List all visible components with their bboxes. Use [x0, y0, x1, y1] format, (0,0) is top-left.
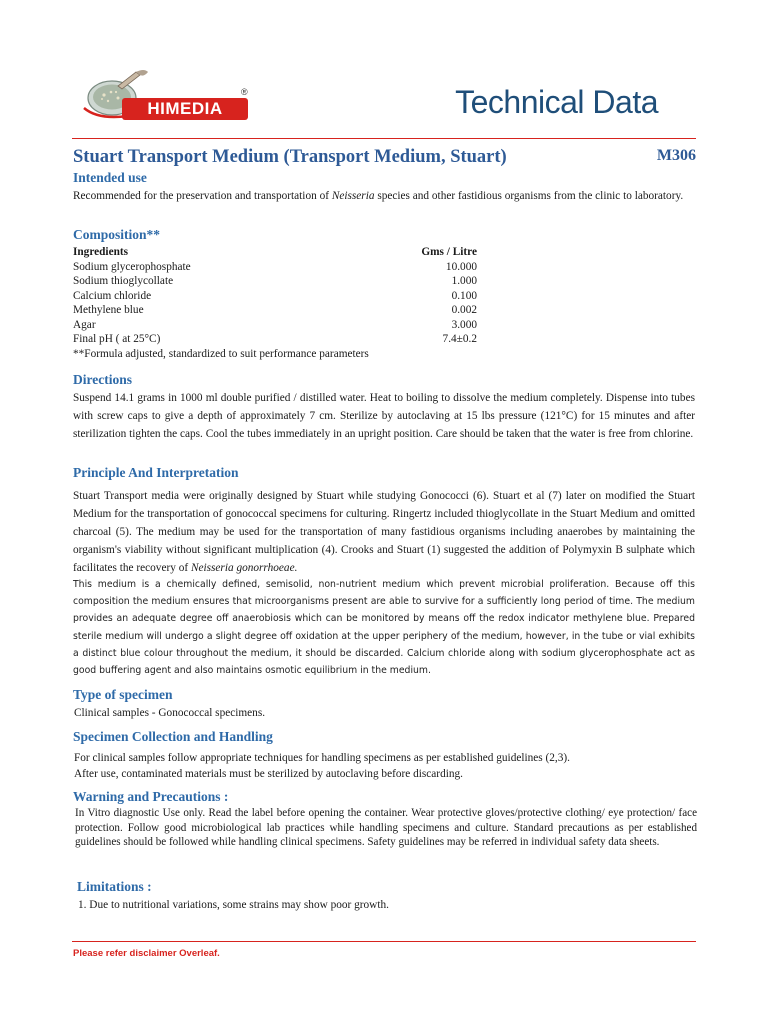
specimen-type-text: Clinical samples - Gonococcal specimens. [74, 707, 266, 719]
composition-note: **Formula adjusted, standardized to suit performance parameters [73, 347, 369, 360]
directions-heading: Directions [73, 372, 132, 387]
intended-use-text: Recommended for the preservation and transportation of Neisseria species and other fastidious organisms from the clinic to laboratory. [73, 190, 684, 202]
disclaimer-note: Please refer disclaimer Overleaf. [73, 948, 220, 959]
intended-use-heading: Intended use [73, 170, 147, 185]
brand-wordmark: HIMEDIA [122, 98, 248, 120]
organism-name: Neisseria gonorrhoeae. [190, 562, 298, 574]
specimen-collection-line-1: For clinical samples follow appropriate techniques for handling specimens as per established guidelines (2,3). [74, 752, 570, 764]
table-row: Final pH ( at 25°C) 7.4±0.2 [73, 333, 477, 345]
directions-text: Suspend 14.1 grams in 1000 ml double purified / distilled water. Heat to boiling to dissolve the medium completely. Dispense into tubes with screw caps to give a depth of approximately 7 cm. Sterilize by autoclaving at 15 lbs pressure (121°C) for 15 minutes and after sterilization tighten the caps. Cool the tubes immediately in an upright position. Care should be taken that the water is free from chlorine. [73, 392, 695, 440]
table-row: Agar 3.000 [73, 318, 477, 331]
principle-paragraph-1: Stuart Transport media were originally designed by Stuart while studying Gonococci (6). Stuart et al (7) later on modified the Stuart Medium for the transportation of gonococcal specimens for culturing. Ringertz included thioglycollate in the Stuart Medium and omitted charcoal (5). The medium may be used for the transportation of many fastidious organisms including anaerobes by maintaining the organism's viability without significant multiplication (4). Crooks and Stuart (1) suggested the addition of Polymyxin B sulphate which facilitates the recovery of Neisseria gonorrhoeae. [73, 490, 695, 574]
warning-heading: Warning and Precautions : [73, 789, 229, 804]
principle-paragraph-2: This medium is a chemically defined, semisolid, non-nutrient medium which prevent microbial proliferation. Because off this composition the medium ensures that microorganisms present are able to survive for a sufficiently long period of time. The medium provides an adequate degree off anaerobiosis which can be monitored by means off the redox indicator methylene blue. Prepared sterile medium will undergo a slight degree off oxidation at the upper periphery of the medium, however, in the tube or vial exhibits a distinct blue colour throughout the medium, it should be discarded. Calcium chloride along with sodium glycerophosphate act as good buffering agent and also maintains osmotic equilibrium in the medium. [73, 579, 695, 677]
organism-name: Neisseria [331, 190, 375, 202]
specimen-type-heading: Type of specimen [73, 687, 173, 702]
table-row: Sodium thioglycollate 1.000 [73, 275, 477, 287]
registered-mark: ® [241, 87, 248, 97]
specimen-collection-heading: Specimen Collection and Handling [73, 729, 273, 744]
composition-header-row: Ingredients Gms / Litre [73, 246, 477, 258]
document-type-title: Technical Data [455, 84, 658, 120]
footer-divider [72, 941, 696, 942]
composition-table [73, 245, 477, 361]
product-title: Stuart Transport Medium (Transport Medium, Stuart) [73, 147, 507, 167]
limitations-heading: Limitations : [77, 879, 152, 894]
himedia-logo [78, 68, 258, 128]
composition-heading: Composition** [73, 227, 161, 242]
warning-text: In Vitro diagnostic Use only. Read the label before opening the container. Wear protective gloves/protective clothing/ eye protection/ face protection. Follow good microbiological lab practices while handling specimens and culture. Standard precautions as per established guidelines should be followed while handling clinical specimens. Safety guidelines may be referred in individual safety data sheets. [75, 807, 697, 848]
table-row: Calcium chloride 0.100 [73, 289, 477, 302]
header-divider [72, 138, 696, 139]
specimen-collection-line-2: After use, contaminated materials must be sterilized by autoclaving before discarding. [74, 768, 463, 780]
table-row: Methylene blue 0.002 [73, 304, 477, 316]
principle-heading: Principle And Interpretation [73, 465, 239, 480]
product-code: M306 [656, 147, 696, 164]
limitations-item-1: 1. Due to nutritional variations, some strains may show poor growth. [78, 899, 389, 911]
table-row: Sodium glycerophosphate 10.000 [73, 260, 477, 273]
